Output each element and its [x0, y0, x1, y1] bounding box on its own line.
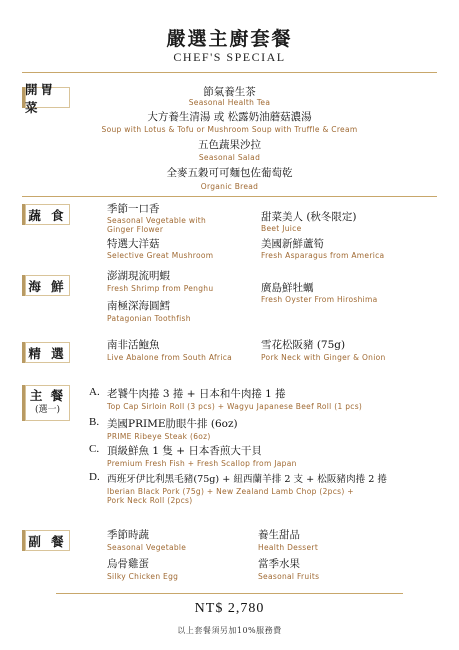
- main-option-en: PRIME Ribeye Steak (6oz): [107, 432, 211, 441]
- vegetable-item-en: Beet Juice: [261, 224, 302, 233]
- main-option-en: Top Cap Sirloin Roll (3 pcs) + Wagyu Japanese Beef Roll (1 pcs): [107, 402, 363, 411]
- appetizer-item-en: Organic Bread: [200, 182, 259, 191]
- main-label: 主 餐: [29, 388, 66, 403]
- section-label-vegetable: 蔬 食: [22, 204, 70, 225]
- menu-subtitle: CHEF'S SPECIAL: [173, 50, 286, 64]
- seafood-item-zh: 澎湖現流明蝦: [107, 270, 170, 282]
- main-option-zh: 頂級鮮魚 1 隻 + 日本香煎大干貝: [107, 445, 262, 457]
- main-sublabel: (選一): [34, 405, 61, 415]
- select-item-zh: 雪花松阪豬 (75g): [261, 339, 346, 351]
- vegetable-item-en: Fresh Asparagus from America: [261, 251, 385, 260]
- seafood-item-zh: 南極深海圓鱈: [107, 300, 170, 312]
- side-item-en: Seasonal Fruits: [258, 572, 320, 581]
- side-item-zh: 養生甜品: [258, 529, 300, 541]
- vegetable-item-en: Selective Great Mushroom: [107, 251, 214, 260]
- side-item-zh: 烏骨雞蛋: [107, 558, 149, 570]
- vegetable-item-zh: 甜菜美人 (秋冬限定): [261, 211, 357, 223]
- main-option-en: Pork Neck Roll (2pcs): [107, 496, 193, 505]
- appetizer-item-zh: 節氣養生茶: [203, 86, 256, 98]
- seafood-item-zh: 廣島鮮牡蠣: [261, 282, 314, 294]
- section-label-side: 副 餐: [22, 530, 70, 551]
- option-letter: C.: [89, 443, 100, 455]
- seafood-item-en: Patagonian Toothfish: [107, 314, 191, 323]
- appetizer-item-zh: 全麥五穀可可麵包佐葡萄乾: [166, 167, 293, 179]
- service-charge-note: 以上套餐須另加10%服務費: [177, 626, 282, 635]
- main-option-zh: 西班牙伊比利黑毛豬(75g) + 紐西蘭羊排 2 支 + 松阪豬肉捲 2 捲: [107, 474, 387, 485]
- menu-title: 嚴選主廚套餐: [166, 28, 293, 50]
- select-item-en: Pork Neck with Ginger & Onion: [261, 353, 386, 362]
- option-letter: D.: [89, 471, 100, 483]
- appetizer-item-en: Seasonal Salad: [198, 153, 261, 162]
- side-item-zh: 當季水果: [258, 558, 300, 570]
- set-price: NT$ 2,780: [194, 601, 265, 616]
- section-label-appetizer: 開胃菜: [22, 87, 70, 108]
- side-item-en: Health Dessert: [258, 543, 319, 552]
- main-option-en: Iberian Black Pork (75g) + New Zealand Lamb Chop (2pcs) +: [107, 487, 354, 496]
- seafood-item-en: Fresh Oyster From Hiroshima: [261, 295, 378, 304]
- footer-divider: [56, 593, 403, 594]
- appetizer-item-en: Soup with Lotus & Tofu or Mushroom Soup with Truffle & Cream: [101, 125, 358, 134]
- appetizer-item-zh: 大方養生清湯 或 松露奶油蘑菇濃湯: [147, 111, 312, 123]
- select-item-en: Live Abalone from South Africa: [107, 353, 233, 362]
- section-label-main: [22, 385, 70, 421]
- side-item-en: Silky Chicken Egg: [107, 572, 179, 581]
- side-item-zh: 季節時蔬: [107, 529, 149, 541]
- header-divider: [22, 72, 437, 73]
- vegetable-item-zh: 季節一口香: [107, 203, 160, 215]
- seafood-item-en: Fresh Shrimp from Penghu: [107, 284, 214, 293]
- side-item-en: Seasonal Vegetable: [107, 543, 187, 552]
- vegetable-item-en: Ginger Flower: [107, 225, 164, 234]
- section-label-select: 精 選: [22, 342, 70, 363]
- main-option-zh: 老饕牛肉捲 3 捲 + 日本和牛肉捲 1 捲: [107, 388, 286, 400]
- section-label-seafood: 海 鮮: [22, 275, 70, 296]
- select-item-zh: 南非活鮑魚: [107, 339, 160, 351]
- appetizer-item-en: Seasonal Health Tea: [188, 98, 271, 107]
- vegetable-item-zh: 美國新鮮蘆筍: [261, 238, 324, 250]
- main-option-zh: 美國PRIME肋眼牛排 (6oz): [107, 418, 238, 430]
- option-letter: A.: [89, 386, 100, 398]
- vegetable-item-en: Seasonal Vegetable with: [107, 216, 207, 225]
- appetizer-item-zh: 五色蔬果沙拉: [198, 139, 261, 151]
- vegetable-item-zh: 特選大洋菇: [107, 238, 160, 250]
- main-option-en: Premium Fresh Fish + Fresh Scallop from Japan: [107, 459, 297, 468]
- divider: [22, 196, 437, 197]
- option-letter: B.: [89, 416, 100, 428]
